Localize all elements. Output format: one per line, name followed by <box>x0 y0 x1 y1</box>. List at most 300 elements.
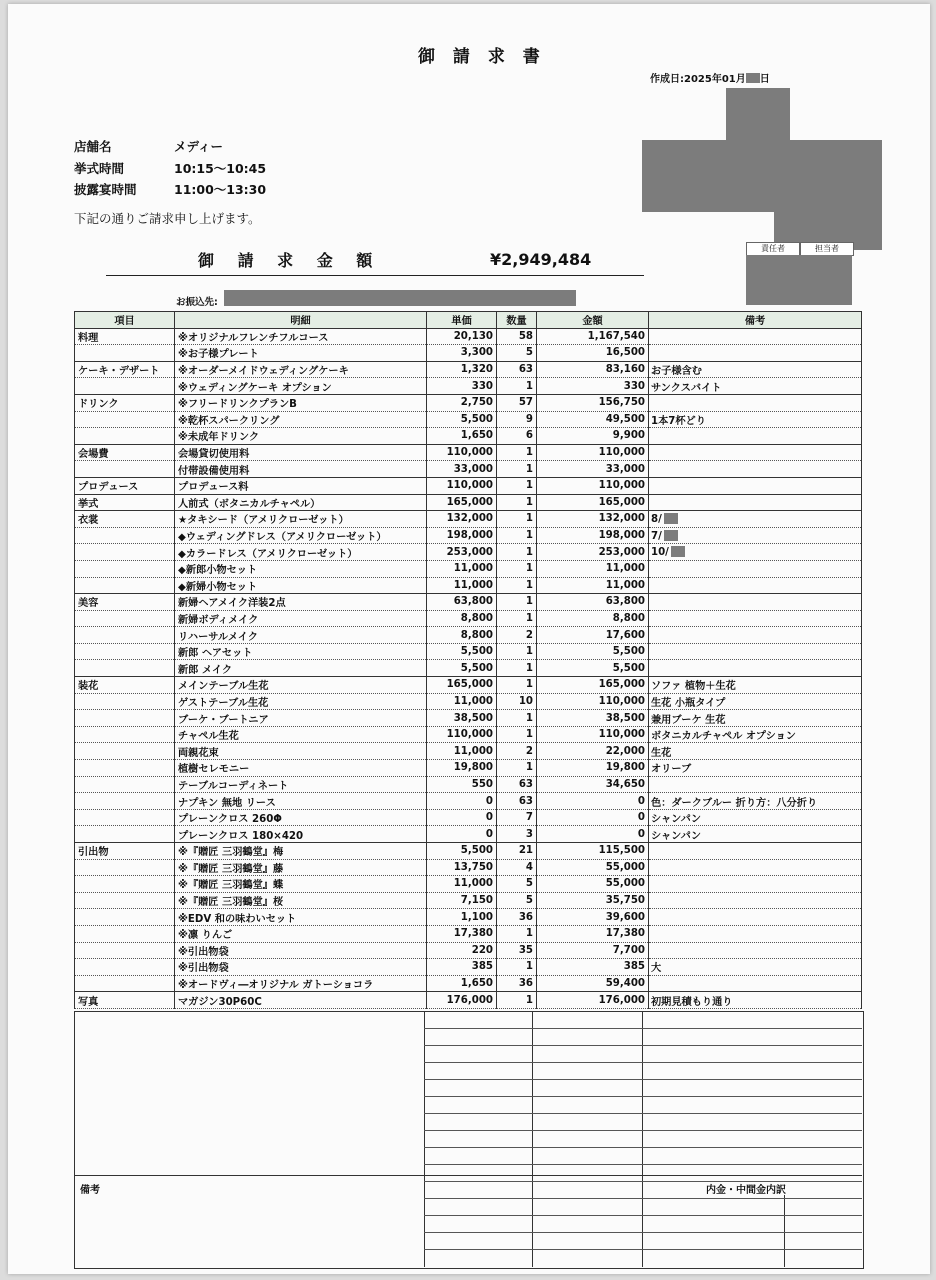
detail-cell: ◆新郎小物セット <box>175 560 427 577</box>
quantity-cell: 58 <box>497 328 537 345</box>
remarks-cell <box>649 876 862 893</box>
detail-cell: ※『贈匠 三羽鶴堂』梅 <box>175 843 427 860</box>
lower-grid-line <box>424 1215 862 1216</box>
unit-price-cell: 165,000 <box>427 677 497 694</box>
table-row <box>75 527 862 544</box>
bank-label: お振込先: <box>176 297 218 308</box>
quantity-cell: 7 <box>497 809 537 826</box>
request-note: 下記の通りご請求申し上げます。 <box>74 211 261 226</box>
lower-grid-line <box>424 1113 862 1114</box>
lower-grid-line <box>424 1062 862 1063</box>
quantity-cell: 1 <box>497 992 537 1009</box>
remarks-cell: サンクスバイト <box>649 378 862 395</box>
unit-price-cell: 5,500 <box>427 660 497 677</box>
table-row <box>75 743 862 760</box>
quantity-cell: 1 <box>497 594 537 611</box>
table-row <box>75 345 862 362</box>
category-cell <box>75 942 175 959</box>
amount-cell: 83,160 <box>537 361 649 378</box>
invoice-page <box>8 4 930 1274</box>
store-row <box>74 137 223 155</box>
table-row <box>75 610 862 627</box>
unit-price-cell: 550 <box>427 776 497 793</box>
detail-cell: ◆ウェディングドレス（アメリクローゼット） <box>175 527 427 544</box>
unit-price-cell: 110,000 <box>427 726 497 743</box>
unit-price-cell: 1,100 <box>427 909 497 926</box>
quantity-cell: 63 <box>497 361 537 378</box>
category-cell: 装花 <box>75 677 175 694</box>
detail-cell: 新郎 ヘアセット <box>175 643 427 660</box>
unit-price-cell: 198,000 <box>427 527 497 544</box>
remarks-cell <box>649 345 862 362</box>
amount-cell: 8,800 <box>537 610 649 627</box>
category-cell <box>75 876 175 893</box>
redacted-date <box>671 546 685 557</box>
quantity-cell: 1 <box>497 959 537 976</box>
quantity-cell: 1 <box>497 527 537 544</box>
detail-cell: プレーンクロス 260Φ <box>175 809 427 826</box>
amount-cell: 35,750 <box>537 892 649 909</box>
category-cell <box>75 760 175 777</box>
category-cell: 衣裳 <box>75 511 175 528</box>
detail-cell: 人前式（ボタニカルチャペル） <box>175 494 427 511</box>
table-row <box>75 660 862 677</box>
quantity-cell: 1 <box>497 461 537 478</box>
category-cell <box>75 826 175 843</box>
table-row <box>75 959 862 976</box>
stamp-staff: 担当者 <box>800 242 854 256</box>
quantity-cell: 21 <box>497 843 537 860</box>
deposit-breakdown-label: 内金・中間金内訳 <box>706 1185 786 1196</box>
quantity-cell: 1 <box>497 710 537 727</box>
header-category: 項目 <box>75 312 175 329</box>
quantity-cell: 1 <box>497 610 537 627</box>
redacted-stamps <box>746 255 852 305</box>
amount-cell: 55,000 <box>537 876 649 893</box>
quantity-cell: 2 <box>497 743 537 760</box>
unit-price-cell: 3,300 <box>427 345 497 362</box>
category-cell: プロデュース <box>75 477 175 494</box>
detail-cell: ※引出物袋 <box>175 959 427 976</box>
quantity-cell: 1 <box>497 444 537 461</box>
amount-cell: 0 <box>537 826 649 843</box>
table-row <box>75 577 862 594</box>
category-cell <box>75 975 175 992</box>
remarks-cell <box>649 477 862 494</box>
detail-cell: ※『贈匠 三羽鶴堂』桜 <box>175 892 427 909</box>
table-row <box>75 394 862 411</box>
detail-cell: ※凛 りんご <box>175 925 427 942</box>
remarks-cell: 10/ <box>649 544 862 561</box>
amount-cell: 59,400 <box>537 975 649 992</box>
quantity-cell: 1 <box>497 726 537 743</box>
header-unit-price: 単価 <box>427 312 497 329</box>
created-date-suffix: 日 <box>759 74 770 85</box>
document-title: 御 請 求 書 <box>418 47 546 67</box>
unit-price-cell: 330 <box>427 378 497 395</box>
amount-cell: 17,380 <box>537 925 649 942</box>
amount-cell: 17,600 <box>537 627 649 644</box>
unit-price-cell: 110,000 <box>427 477 497 494</box>
detail-cell: メインテーブル生花 <box>175 677 427 694</box>
unit-price-cell: 220 <box>427 942 497 959</box>
header-detail: 明細 <box>175 312 427 329</box>
unit-price-cell: 1,320 <box>427 361 497 378</box>
quantity-cell: 5 <box>497 345 537 362</box>
category-cell <box>75 560 175 577</box>
detail-cell: 両親花束 <box>175 743 427 760</box>
remarks-cell <box>649 643 862 660</box>
table-row <box>75 975 862 992</box>
deposit-divider <box>784 1195 785 1267</box>
unit-price-cell: 0 <box>427 826 497 843</box>
remarks-cell: 大 <box>649 959 862 976</box>
detail-cell: ゲストテーブル生花 <box>175 693 427 710</box>
quantity-cell: 6 <box>497 428 537 445</box>
ceremony-value: 10:15～10:45 <box>174 161 267 176</box>
amount-cell: 165,000 <box>537 494 649 511</box>
lower-remarks-line <box>74 1175 862 1176</box>
amount-cell: 110,000 <box>537 693 649 710</box>
amount-cell: 16,500 <box>537 345 649 362</box>
detail-cell: ※未成年ドリンク <box>175 428 427 445</box>
amount-cell: 5,500 <box>537 660 649 677</box>
quantity-cell: 63 <box>497 793 537 810</box>
remarks-cell: 色：ダークブルー 折り方：八分折り <box>649 793 862 810</box>
category-cell: 写真 <box>75 992 175 1009</box>
amount-cell: 49,500 <box>537 411 649 428</box>
unit-price-cell: 176,000 <box>427 992 497 1009</box>
category-cell: 料理 <box>75 328 175 345</box>
remarks-cell: シャンパン <box>649 809 862 826</box>
detail-cell: ※オリジナルフレンチフルコース <box>175 328 427 345</box>
detail-cell: ◆新婦小物セット <box>175 577 427 594</box>
unit-price-cell: 11,000 <box>427 577 497 594</box>
remarks-cell: オリーブ <box>649 760 862 777</box>
table-row <box>75 826 862 843</box>
table-row <box>75 494 862 511</box>
invoice-table <box>74 311 862 1009</box>
unit-price-cell: 63,800 <box>427 594 497 611</box>
amount-cell: 385 <box>537 959 649 976</box>
amount-cell: 0 <box>537 809 649 826</box>
remarks-cell: 8/ <box>649 511 862 528</box>
unit-price-cell: 11,000 <box>427 693 497 710</box>
detail-cell: ★タキシード（アメリクローゼット） <box>175 511 427 528</box>
created-date <box>650 70 770 85</box>
table-row <box>75 560 862 577</box>
remarks-cell: 7/ <box>649 527 862 544</box>
lower-divider-unit <box>532 1011 533 1267</box>
remarks-cell <box>649 892 862 909</box>
category-cell <box>75 793 175 810</box>
detail-cell: ※お子様プレート <box>175 345 427 362</box>
category-cell: ケーキ・デザート <box>75 361 175 378</box>
table-row <box>75 909 862 926</box>
unit-price-cell: 17,380 <box>427 925 497 942</box>
amount-cell: 132,000 <box>537 511 649 528</box>
amount-cell: 5,500 <box>537 643 649 660</box>
detail-cell: ナプキン 無地 リース <box>175 793 427 810</box>
category-cell <box>75 411 175 428</box>
reception-label: 披露宴時間 <box>74 182 137 197</box>
amount-cell: 110,000 <box>537 477 649 494</box>
lower-grid-line <box>424 1130 862 1131</box>
table-row <box>75 992 862 1009</box>
lower-grid-line <box>424 1181 862 1182</box>
remarks-cell: 生花 <box>649 743 862 760</box>
lower-outline <box>74 1011 864 1269</box>
amount-cell: 330 <box>537 378 649 395</box>
amount-cell: 39,600 <box>537 909 649 926</box>
amount-cell: 63,800 <box>537 594 649 611</box>
amount-cell: 55,000 <box>537 859 649 876</box>
category-cell <box>75 378 175 395</box>
amount-cell: 0 <box>537 793 649 810</box>
unit-price-cell: 33,000 <box>427 461 497 478</box>
table-row <box>75 942 862 959</box>
amount-cell: 176,000 <box>537 992 649 1009</box>
table-row <box>75 328 862 345</box>
detail-cell: ※『贈匠 三羽鶴堂』蝶 <box>175 876 427 893</box>
unit-price-cell: 11,000 <box>427 876 497 893</box>
redacted-date <box>664 513 678 524</box>
category-cell <box>75 693 175 710</box>
category-cell <box>75 428 175 445</box>
remarks-cell: ソファ 植物＋生花 <box>649 677 862 694</box>
table-row <box>75 925 862 942</box>
quantity-cell: 1 <box>497 560 537 577</box>
amount-cell: 115,500 <box>537 843 649 860</box>
category-cell <box>75 959 175 976</box>
detail-cell: 会場貸切使用料 <box>175 444 427 461</box>
amount-cell: 198,000 <box>537 527 649 544</box>
quantity-cell: 2 <box>497 627 537 644</box>
remarks-cell <box>649 909 862 926</box>
category-cell <box>75 743 175 760</box>
detail-cell: ※乾杯スパークリング <box>175 411 427 428</box>
redacted-bank-account <box>224 290 576 306</box>
amount-cell: 38,500 <box>537 710 649 727</box>
category-cell <box>75 809 175 826</box>
table-row <box>75 809 862 826</box>
quantity-cell: 35 <box>497 942 537 959</box>
header-quantity: 数量 <box>497 312 537 329</box>
category-cell <box>75 726 175 743</box>
amount-cell: 22,000 <box>537 743 649 760</box>
remarks-cell <box>649 428 862 445</box>
quantity-cell: 63 <box>497 776 537 793</box>
detail-cell: テーブルコーディネート <box>175 776 427 793</box>
table-row <box>75 843 862 860</box>
store-value: メディー <box>174 139 224 154</box>
unit-price-cell: 385 <box>427 959 497 976</box>
lower-divider-left <box>424 1011 425 1267</box>
table-row <box>75 693 862 710</box>
lower-grid-line <box>424 1164 862 1165</box>
quantity-cell: 1 <box>497 544 537 561</box>
remarks-cell: お子様含む <box>649 361 862 378</box>
detail-cell: プロデュース料 <box>175 477 427 494</box>
detail-cell: チャペル生花 <box>175 726 427 743</box>
amount-cell: 7,700 <box>537 942 649 959</box>
lower-grid <box>74 1011 864 1269</box>
quantity-cell: 1 <box>497 494 537 511</box>
stamp-responsible: 責任者 <box>746 242 800 256</box>
quantity-cell: 1 <box>497 477 537 494</box>
store-label: 店舗名 <box>74 139 112 154</box>
quantity-cell: 1 <box>497 925 537 942</box>
table-row <box>75 726 862 743</box>
table-row <box>75 428 862 445</box>
lower-grid-line <box>424 1096 862 1097</box>
category-cell <box>75 859 175 876</box>
category-cell <box>75 577 175 594</box>
unit-price-cell: 8,800 <box>427 627 497 644</box>
remarks-cell <box>649 776 862 793</box>
remarks-cell <box>649 560 862 577</box>
table-row <box>75 859 862 876</box>
unit-price-cell: 1,650 <box>427 975 497 992</box>
quantity-cell: 5 <box>497 892 537 909</box>
amount-cell: 165,000 <box>537 677 649 694</box>
category-cell <box>75 527 175 544</box>
unit-price-cell: 38,500 <box>427 710 497 727</box>
amount-cell: 1,167,540 <box>537 328 649 345</box>
reception-row <box>74 180 266 198</box>
quantity-cell: 1 <box>497 677 537 694</box>
unit-price-cell: 5,500 <box>427 843 497 860</box>
remarks-cell <box>649 594 862 611</box>
remarks-cell <box>649 328 862 345</box>
table-row <box>75 378 862 395</box>
unit-price-cell: 253,000 <box>427 544 497 561</box>
quantity-cell: 1 <box>497 511 537 528</box>
table-row <box>75 892 862 909</box>
table-row <box>75 361 862 378</box>
quantity-cell: 1 <box>497 660 537 677</box>
remarks-cell: シャンパン <box>649 826 862 843</box>
category-cell: 会場費 <box>75 444 175 461</box>
category-cell: 挙式 <box>75 494 175 511</box>
lower-grid-line <box>424 1198 862 1199</box>
table-header <box>75 312 862 329</box>
unit-price-cell: 8,800 <box>427 610 497 627</box>
table-row <box>75 760 862 777</box>
unit-price-cell: 20,130 <box>427 328 497 345</box>
table-row <box>75 793 862 810</box>
detail-cell: マガジン30P60C <box>175 992 427 1009</box>
unit-price-cell: 5,500 <box>427 411 497 428</box>
quantity-cell: 5 <box>497 876 537 893</box>
unit-price-cell: 11,000 <box>427 743 497 760</box>
detail-cell: ※オードヴィ―オリジナル ガトーショコラ <box>175 975 427 992</box>
unit-price-cell: 0 <box>427 793 497 810</box>
amount-cell: 19,800 <box>537 760 649 777</box>
remarks-cell: 生花 小瓶タイプ <box>649 693 862 710</box>
table-row <box>75 710 862 727</box>
billing-underline <box>106 275 644 276</box>
unit-price-cell: 5,500 <box>427 643 497 660</box>
category-cell: ドリンク <box>75 394 175 411</box>
remarks-cell: ボタニカルチャペル オプション <box>649 726 862 743</box>
remarks-cell <box>649 925 862 942</box>
amount-cell: 110,000 <box>537 726 649 743</box>
category-cell <box>75 345 175 362</box>
detail-cell: リハーサルメイク <box>175 627 427 644</box>
table-row <box>75 511 862 528</box>
amount-cell: 11,000 <box>537 560 649 577</box>
table-row <box>75 444 862 461</box>
remarks-cell <box>649 494 862 511</box>
detail-cell: 新婦ヘアメイク洋装2点 <box>175 594 427 611</box>
quantity-cell: 1 <box>497 643 537 660</box>
reception-value: 11:00～13:30 <box>174 182 267 197</box>
table-row <box>75 594 862 611</box>
unit-price-cell: 7,150 <box>427 892 497 909</box>
table-row <box>75 544 862 561</box>
detail-cell: ※EDV 和の味わいセット <box>175 909 427 926</box>
lower-grid-line <box>424 1249 862 1250</box>
remarks-cell <box>649 859 862 876</box>
detail-cell: ブーケ・ブートニア <box>175 710 427 727</box>
table-row <box>75 677 862 694</box>
remarks-cell <box>649 843 862 860</box>
category-cell <box>75 461 175 478</box>
remarks-cell <box>649 660 862 677</box>
remarks-cell: 1本7杯どり <box>649 411 862 428</box>
amount-cell: 110,000 <box>537 444 649 461</box>
amount-cell: 11,000 <box>537 577 649 594</box>
table-row <box>75 411 862 428</box>
remarks-cell <box>649 461 862 478</box>
billing-label: 御 請 求 金 額 <box>198 251 382 270</box>
unit-price-cell: 132,000 <box>427 511 497 528</box>
table-body <box>75 328 862 1008</box>
detail-cell: プレーンクロス 180×420 <box>175 826 427 843</box>
ceremony-label: 挙式時間 <box>74 161 125 176</box>
unit-price-cell: 19,800 <box>427 760 497 777</box>
remarks-cell <box>649 394 862 411</box>
quantity-cell: 1 <box>497 760 537 777</box>
category-cell <box>75 643 175 660</box>
lower-grid-line <box>424 1028 862 1029</box>
category-cell <box>75 627 175 644</box>
header-remarks: 備考 <box>649 312 862 329</box>
unit-price-cell: 13,750 <box>427 859 497 876</box>
remarks-cell <box>649 610 862 627</box>
lower-grid-line <box>424 1232 862 1233</box>
table-row <box>75 876 862 893</box>
category-cell <box>75 610 175 627</box>
amount-cell: 156,750 <box>537 394 649 411</box>
footer-remarks-label: 備考 <box>80 1185 100 1196</box>
redacted-block-1 <box>726 88 790 146</box>
remarks-cell: 兼用ブーケ 生花 <box>649 710 862 727</box>
amount-cell: 33,000 <box>537 461 649 478</box>
created-date-text: 作成日:2025年01月 <box>650 74 746 85</box>
quantity-cell: 36 <box>497 909 537 926</box>
category-cell <box>75 776 175 793</box>
billing-amount: ¥2,949,484 <box>490 250 592 269</box>
quantity-cell: 3 <box>497 826 537 843</box>
quantity-cell: 10 <box>497 693 537 710</box>
table-row <box>75 776 862 793</box>
amount-cell: 253,000 <box>537 544 649 561</box>
category-cell <box>75 892 175 909</box>
remarks-cell: 初期見積もり通り <box>649 992 862 1009</box>
category-cell <box>75 710 175 727</box>
